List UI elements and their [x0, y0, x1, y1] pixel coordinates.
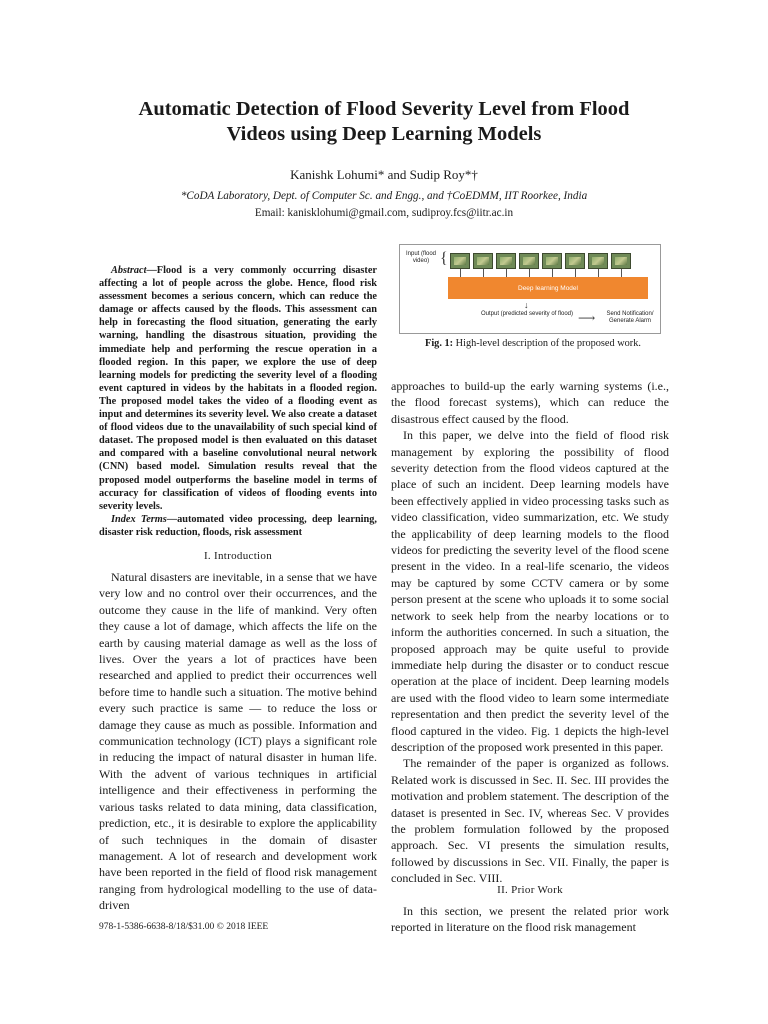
- body-paragraph: In this paper, we delve into the field of flood risk management by exploring the possibility of flood severity detection from the flood videos captured at the place of such an incident. Deep learning models have been effectively applied in video processing tasks such as video classification, video summarization, etc. We study the applicability of deep learning models to the flood videos for predicting the severity level of the flood scene present in the video. In a real-life scenario, the videos may be captured by some CCTV camera or by some person present at the scene who uploads it to some social network to seek help from the nearby locations or to inform the authorities concerned. In such a situation, the proposed approach may be quite useful to provide immediate help during the disaster or to conduct rescue operation at the place of incident. Deep learning models are used with the flood video to learn some intermediate representation and then predict the severity level of the flood captured in the video. Fig. 1 depicts the high-level description of the proposed work presented in this paper.: [391, 428, 669, 754]
- continued-paragraph: approaches to build-up the early warning systems (i.e., the flood forecast systems), which can reduce the disastrous effect caused by the flood.: [391, 379, 669, 426]
- prior-work-body: [391, 903, 669, 936]
- authors: Kanishk Lohumi* and Sudip Roy*†: [290, 167, 478, 182]
- video-frame: [565, 253, 585, 269]
- introduction-paragraph: Natural disasters are inevitable, in a sense that we have very low and no control over their occurrences, and the outcome they cause in the life of mankind. Very often they cause a lot of damage, which affects the life on the earth by causing material damage as well as the loss of lives. Over the years a lot of practices have been researched and applied to predict their occurrences well before time to handle such a situation. The motive behind every such practice is same — to reduce the loss or damage they cause as much as possible. Information and communication technology (ICT) plays a significant role in reducing the impact of natural disaster in human life. With the advent of various techniques in artificial intelligence and their effectiveness in performing the various tasks related to data mining, data classification, prediction, etc., it is desirable to explore the applicability of such techniques in the domain of disaster management. A lot of research and development work have been reported in the field of flood risk management ranging from hydrological modelling to the use of data-driven: [99, 570, 377, 913]
- affiliation: *CoDA Laboratory, Dept. of Computer Sc. and Engg., and †CoEDMM, IIT Roorkee, India: [180, 190, 588, 202]
- abstract-label: Abstract: [111, 265, 147, 276]
- title-line-1: Automatic Detection of Flood Severity Level from Flood: [138, 98, 630, 120]
- arrow-down-icon: [460, 269, 461, 277]
- arrow-down-icon: [575, 269, 576, 277]
- section-heading-introduction: I. Introduction: [203, 550, 273, 562]
- copyright-notice: 978-1-5386-6638-8/18/$31.00 © 2018 IEEE: [99, 922, 269, 932]
- figure-notify-label: Send Notification/ Generate Alarm: [606, 311, 654, 324]
- index-terms-text: —automated video processing, deep learning, disaster risk reduction, floods, risk assessment: [99, 513, 377, 538]
- arrow-down-icon: [598, 269, 599, 277]
- abstract-text: —Flood is a very commonly occurring disaster affecting a lot of people across the globe. Hence, flood risk assessment becomes a serious concern, which can reduce the damage or affects caused by the floods. This assessment can help in forecasting the flood situation, generating the early warning, handling the disastrous situation, providing the immediate help and performing the rescue operation in a flooded region. In this paper, we explore the use of deep learning models for predicting the severity level of a flooding event captured in videos by the habitats in a flooded region. The proposed model takes the video of a flooding event as input and determines its severity level. We also create a dataset of flood videos due to the unavailability of such special kind of dataset. The proposed model is then evaluated on this dataset and compared with a baseline convolutional neural network (CNN) based model. Simulation results reveal that the proposed model outperforms the baseline model in terms of accuracy for classification of videos of flooding events into severity levels.: [99, 265, 377, 512]
- figure-caption-text: High-level description of the proposed work.: [455, 338, 641, 349]
- arrow-down-icon: ↓: [524, 300, 529, 310]
- deep-learning-model-box: [448, 277, 648, 299]
- abstract-block: [99, 264, 377, 539]
- video-frame: [542, 253, 562, 269]
- index-terms-paragraph: [99, 513, 377, 539]
- model-label: Deep learning Model: [518, 284, 578, 292]
- arrow-down-icon: [621, 269, 622, 277]
- body-paragraph: The remainder of the paper is organized as follows. Related work is discussed in Sec. II. Sec. III provides the motivation and problem statement. The description of the dataset is presented in Sec. IV, whereas Sec. V provides the problem formulation followed by the proposed approach. Sec. VI presents the simulation results, followed by discussions in Sec. VII. Finally, the paper is concluded in Sec. VIII.: [391, 756, 669, 886]
- section-heading-prior-work: II. Prior Work: [497, 884, 563, 896]
- arrow-down-icon: [483, 269, 484, 277]
- figure-caption-label: Fig. 1:: [425, 338, 454, 349]
- figure-caption: [399, 338, 667, 349]
- paper-title: [0, 97, 768, 147]
- video-frame: [519, 253, 539, 269]
- video-frame: [496, 253, 516, 269]
- video-frame: [611, 253, 631, 269]
- brace-icon: {: [440, 250, 448, 267]
- video-frame: [450, 253, 470, 269]
- body-paragraph: In this section, we present the related prior work reported in literature on the flood risk management: [391, 904, 669, 935]
- arrow-right-icon: ⟶: [578, 311, 596, 325]
- title-line-2: Videos using Deep Learning Models: [226, 123, 542, 145]
- figure-input-label: Input (flood video): [405, 251, 437, 264]
- author-email: Email: kanisklohumi@gmail.com, sudiproy.fcs@iitr.ac.in: [254, 207, 514, 219]
- video-frame: [473, 253, 493, 269]
- arrow-down-icon: [552, 269, 553, 277]
- figure-output-label: Output (predicted severity of flood): [480, 311, 574, 317]
- index-terms-label: Index Terms: [111, 513, 167, 525]
- abstract-paragraph: [99, 264, 377, 513]
- introduction-body: [99, 569, 377, 914]
- arrow-down-icon: [529, 269, 530, 277]
- figure-1: [399, 244, 661, 334]
- right-column-body: [391, 378, 669, 887]
- video-frame: [588, 253, 608, 269]
- arrow-down-icon: [506, 269, 507, 277]
